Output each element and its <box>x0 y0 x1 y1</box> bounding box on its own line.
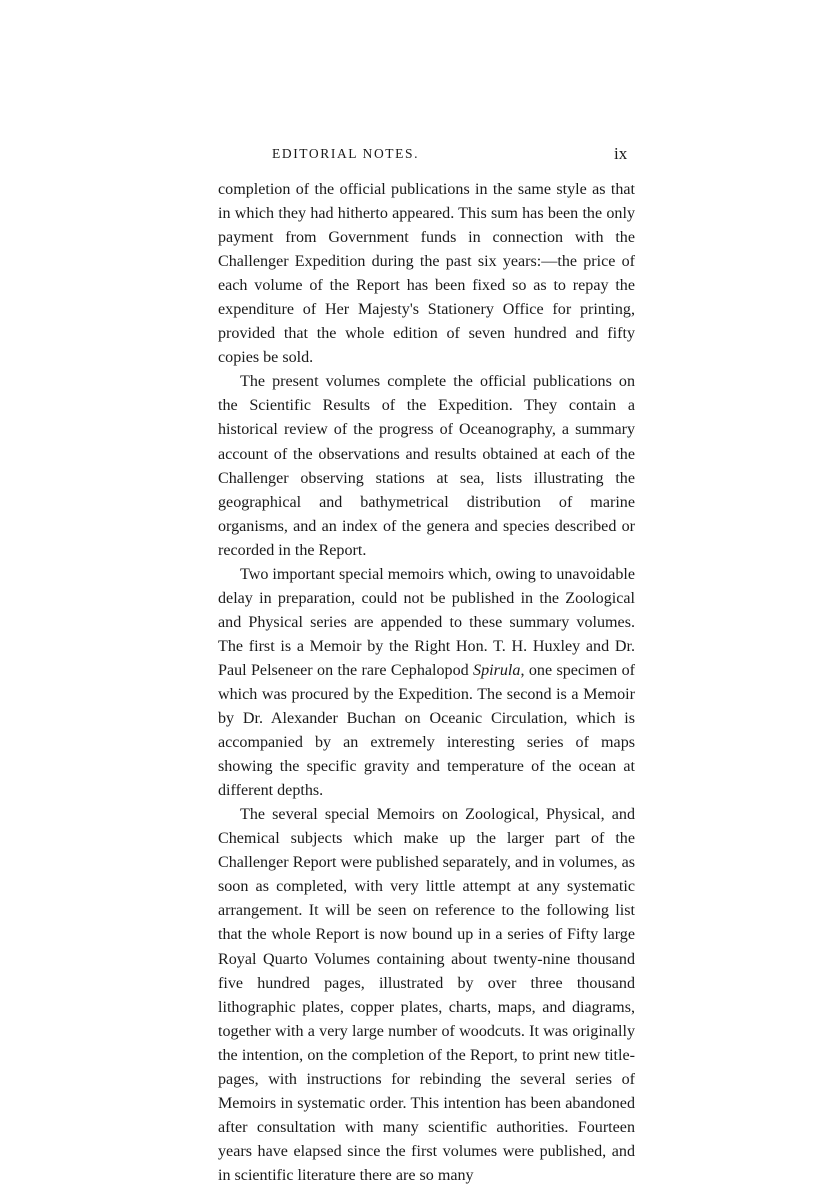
paragraph-3-text-before: Two important special memoirs which, owing to unavoidable delay in preparation, could not be published in the Zoological and Physical series are appended to these summary volumes. The first is a Memoir by the Right Hon. T. H. Huxley and Dr. Paul Pelseneer on the rare Cephalopod <box>218 565 635 679</box>
spirula-italic: Spirula <box>473 661 521 679</box>
body-text <box>218 178 635 1188</box>
paragraph-3-text-after: , one specimen of which was procured by the Expedition. The second is a Memoir by Dr. Alexander Buchan on Oceanic Circulation, which is accompanied by an extremely interesting series of maps showing the specific gravity and temperature of the ocean at different depths. <box>218 661 636 800</box>
paragraph-2: The present volumes complete the official publications on the Scientific Results of the Expedition. They contain a historical review of the progress of Oceanography, a summary account of the observations and results obtained at each of the Challenger observing stations at sea, lists illustrating the geographical and bathymetrical distribution of marine organisms, and an index of the genera and species described or recorded in the Report. <box>218 373 635 559</box>
paragraph-1: completion of the official publications in the same style as that in which they had hitherto appeared. This sum has been the only payment from Government funds in connection with the Challenger Expedition during the past six years:—the price of each volume of the Report has been fixed so as to repay the expenditure of Her Majesty's Stationery Office for printing, provided that the whole edition of seven hundred and fifty copies be sold. <box>218 181 635 367</box>
running-head-title: EDITORIAL NOTES. <box>272 146 420 161</box>
paragraph-3 <box>218 563 635 803</box>
paragraph-4: The several special Memoirs on Zoological, Physical, and Chemical subjects which make up the larger part of the Challenger Report were published separately, and in volumes, as soon as completed, with very little attempt at any systematic arrangement. It will be seen on reference to the following list that the whole Report is now bound up in a series of Fifty large Royal Quarto Volumes containing about twenty-nine thousand five hundred pages, illustrated by over three thousand lithographic plates, copper plates, charts, maps, and diagrams, together with a very large number of woodcuts. It was originally the intention, on the completion of the Report, to print new title-pages, with instructions for rebinding the several series of Memoirs in systematic order. This intention has been abandoned after consultation with many scientific authorities. Fourteen years have elapsed since the first volumes were published, and in scientific literature there are so many <box>218 806 635 1184</box>
page-number: ix <box>614 144 628 163</box>
running-head <box>0 146 825 170</box>
